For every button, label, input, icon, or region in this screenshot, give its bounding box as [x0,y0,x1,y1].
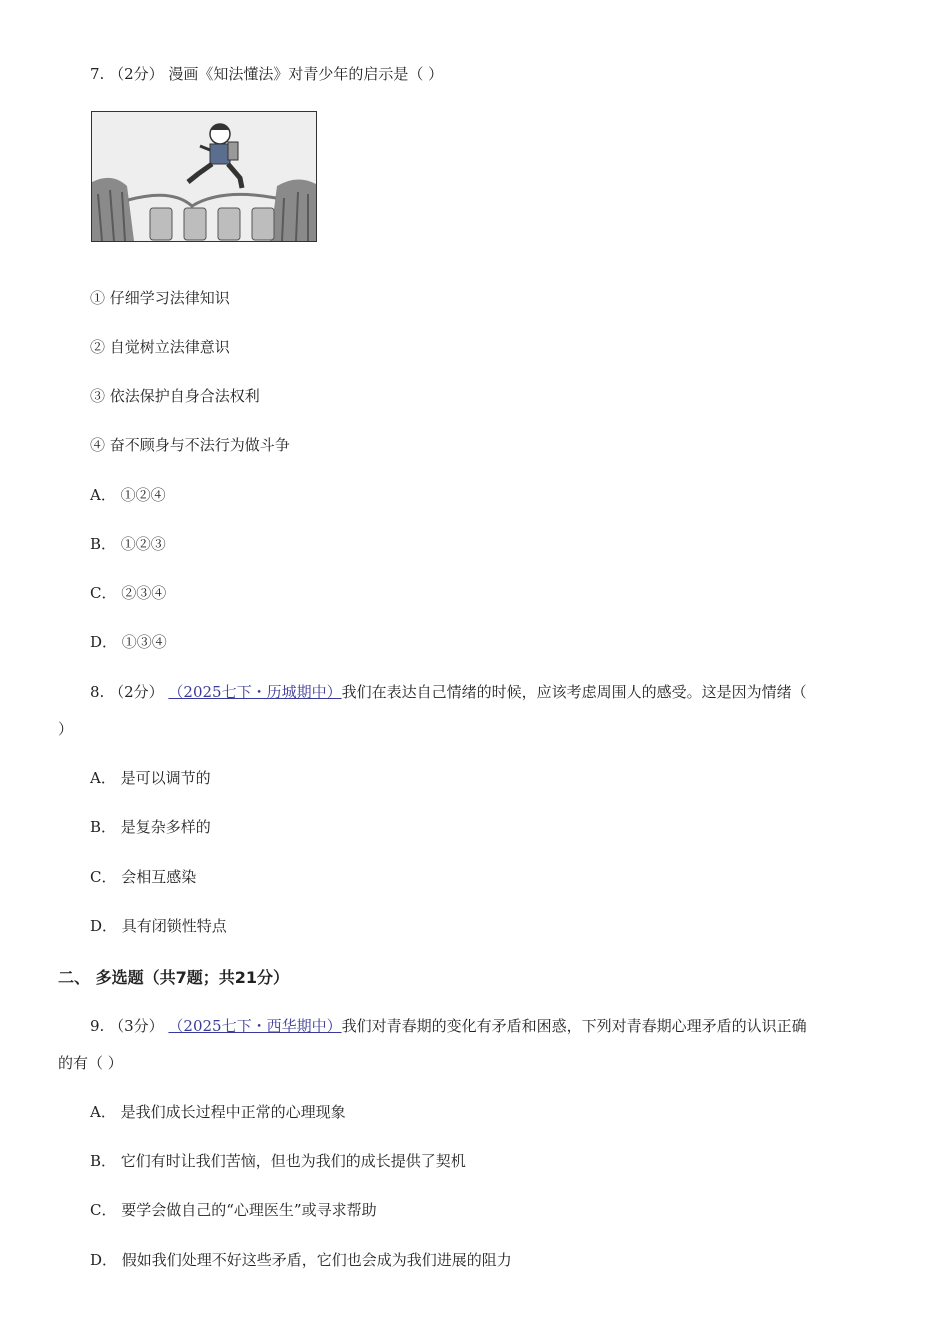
option-d[interactable]: D． 具有闭锁性特点 [90,917,227,935]
q8-text: 我们在表达自己情绪的时候，应该考虑周围人的感受。这是因为情绪（ [341,683,807,701]
option-d[interactable]: D． 假如我们处理不好这些矛盾，它们也会成为我们进展的阻力 [90,1251,512,1269]
option-b[interactable]: B． 它们有时让我们苦恼，但也为我们的成长提供了契机 [90,1152,466,1170]
q9-stem [90,1016,807,1036]
q8-text-cont: ） [58,720,74,738]
option-a[interactable]: A． 是我们成长过程中正常的心理现象 [90,1103,346,1121]
section-heading: 二、 多选题（共7题；共21分） [58,968,289,987]
option-a[interactable]: A． ①②④ [90,486,166,504]
option-d[interactable]: D． ①③④ [90,633,167,651]
q7-stem: 7. （2分） 漫画《知法懂法》对青少年的启示是（ ） [90,65,444,83]
q8-stem [90,682,807,702]
cartoon-image [91,111,317,242]
option-b[interactable]: B． ①②③ [90,535,166,553]
q8-source-link[interactable]: （2025七下・历城期中） [168,683,342,701]
statement: ① 仔细学习法律知识 [90,289,230,307]
statement: ④ 奋不顾身与不法行为做斗争 [90,436,290,454]
q8-number: 8. （2分） [90,683,164,701]
option-c[interactable]: C． 要学会做自己的“心理医生”或寻求帮助 [90,1201,377,1219]
statement: ③ 依法保护自身合法权利 [90,387,260,405]
q9-text-cont: 的有（ ） [58,1054,123,1072]
statement: ② 自觉树立法律意识 [90,338,230,356]
q9-source-link[interactable]: （2025七下・西华期中） [168,1017,342,1035]
option-a[interactable]: A． 是可以调节的 [90,769,211,787]
option-b[interactable]: B． 是复杂多样的 [90,818,211,836]
q9-number: 9. （3分） [90,1017,164,1035]
q9-text: 我们对青春期的变化有矛盾和困惑，下列对青春期心理矛盾的认识正确 [341,1017,807,1035]
option-c[interactable]: C． 会相互感染 [90,868,197,886]
option-c[interactable]: C． ②③④ [90,584,167,602]
